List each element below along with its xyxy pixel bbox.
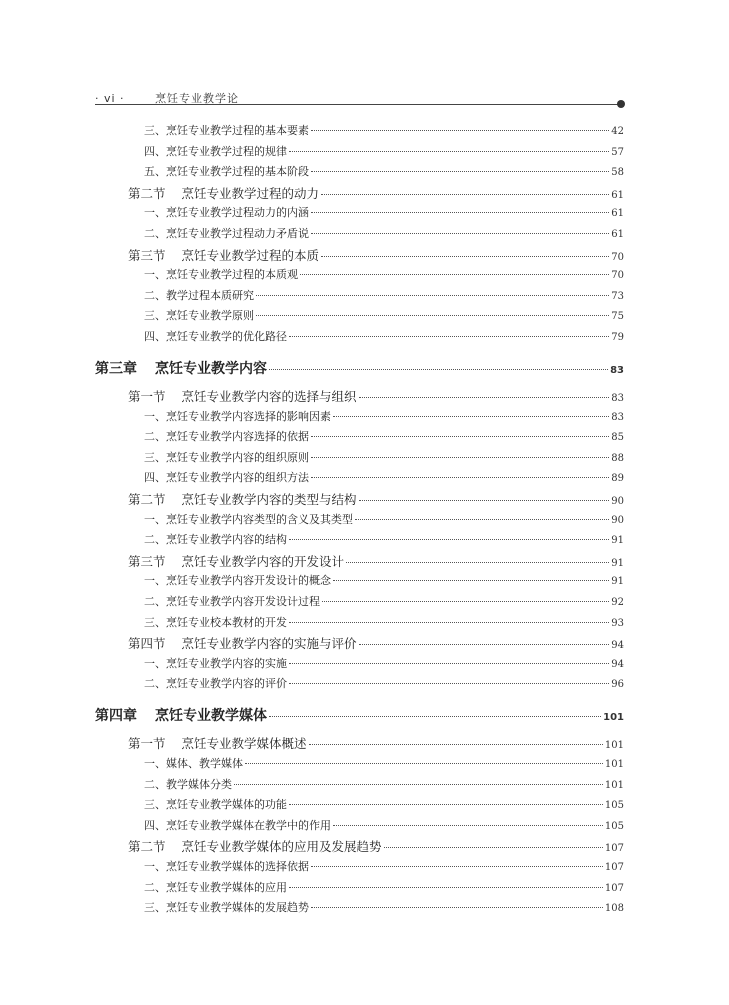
toc-entry-text: 烹饪专业教学过程的动力 [181, 185, 320, 201]
toc-section-entry[interactable] [128, 837, 624, 855]
toc-section-entry[interactable] [128, 552, 624, 570]
toc-item-entry[interactable] [144, 428, 624, 444]
toc-entry-page: 85 [611, 432, 624, 444]
toc-entry-text: 二、烹饪专业教学内容的评价 [144, 677, 287, 691]
dot-leader [333, 416, 609, 417]
dot-leader [311, 477, 609, 478]
toc-entry-title [128, 184, 319, 202]
toc-entry-page: 108 [604, 903, 624, 915]
toc-entry-page: 61 [611, 189, 624, 201]
dot-leader [289, 663, 609, 664]
dot-leader [234, 784, 603, 785]
toc-entry-text: 二、烹饪专业教学内容选择的依据 [144, 430, 309, 444]
toc-entry-text: 烹饪专业教学内容 [155, 361, 267, 377]
toc-entry-title [144, 817, 331, 833]
dot-leader [289, 887, 603, 888]
dot-leader [321, 256, 609, 257]
toc-entry-number: 第一节 [128, 389, 166, 404]
toc-entry-page: 83 [611, 393, 624, 404]
toc-entry-text: 一、烹饪专业教学内容开发设计的概念 [144, 574, 331, 588]
toc-entry-page: 83 [610, 365, 624, 376]
toc-item-entry[interactable] [144, 675, 624, 691]
dot-leader [311, 130, 609, 131]
toc-entry-title [144, 225, 309, 241]
dot-leader [333, 580, 609, 581]
toc-entry-text: 四、烹饪专业教学媒体在教学中的作用 [144, 818, 331, 832]
dot-leader [289, 539, 609, 540]
toc-item-entry[interactable] [144, 796, 624, 812]
toc-item-entry[interactable] [144, 307, 624, 323]
toc-entry-number: 第二节 [128, 185, 166, 201]
toc-item-entry[interactable] [144, 899, 624, 915]
toc-entry-title [128, 552, 344, 570]
dot-leader [289, 804, 603, 805]
toc-item-entry[interactable] [144, 287, 624, 303]
toc-entry-page: 79 [611, 332, 624, 343]
toc-entry-title [144, 511, 353, 527]
dot-leader [311, 171, 609, 172]
dot-leader [359, 644, 610, 645]
toc-entry-page: 89 [611, 473, 624, 485]
toc-entry-title [144, 879, 287, 895]
dot-leader [269, 369, 608, 370]
toc-entry-page: 42 [611, 126, 624, 137]
dot-leader [322, 601, 609, 602]
toc-entry-number: 第三节 [128, 553, 166, 569]
toc-entry-title [95, 358, 267, 378]
toc-entry-text: 三、烹饪专业教学媒体的发展趋势 [144, 901, 309, 915]
toc-item-entry[interactable] [144, 531, 624, 547]
toc-entry-number: 第三章 [95, 361, 137, 377]
toc-entry-text: 一、烹饪专业教学内容选择的影响因素 [144, 409, 331, 423]
toc-entry-title [128, 246, 319, 264]
dot-leader [256, 295, 609, 296]
toc-item-entry[interactable] [144, 225, 624, 241]
toc-entry-page: 101 [603, 712, 624, 724]
dot-leader [346, 562, 609, 563]
toc-entry-text: 三、烹饪专业教学原则 [144, 309, 254, 323]
toc-entry-text: 烹饪专业教学媒体的应用及发展趋势 [181, 839, 382, 855]
toc-entry-title [144, 449, 309, 465]
dot-leader [269, 716, 601, 717]
header-book-title: 烹饪专业教学论 [155, 92, 240, 105]
toc-item-entry[interactable] [144, 469, 624, 485]
toc-entry-number: 第一节 [128, 736, 166, 752]
dot-leader [384, 847, 603, 848]
dot-leader [289, 151, 609, 152]
toc-item-entry[interactable] [144, 858, 624, 874]
toc-entry-page: 61 [611, 208, 624, 220]
toc-entry-text: 二、烹饪专业教学过程动力矛盾说 [144, 227, 309, 240]
toc-entry-title [95, 705, 267, 725]
toc-item-entry[interactable] [144, 449, 624, 465]
dot-leader [311, 212, 609, 213]
dot-leader [311, 436, 609, 437]
toc-entry-page: 90 [611, 496, 624, 507]
toc-entry-text: 烹饪专业教学内容的开发设计 [181, 553, 345, 569]
toc-entry-title [144, 796, 287, 812]
toc-item-entry[interactable] [144, 163, 624, 179]
toc-entry-title [144, 675, 287, 691]
toc-entry-text: 三、烹饪专业教学内容的组织原则 [144, 450, 309, 464]
toc-entry-page: 57 [611, 146, 624, 158]
dot-leader [321, 194, 609, 195]
toc-entry-text: 烹饪专业教学过程的本质 [181, 247, 320, 263]
toc-entry-title [144, 614, 287, 630]
toc-chapter-entry[interactable] [95, 358, 624, 378]
toc-entry-text: 二、教学过程本质研究 [144, 288, 254, 302]
toc-item-entry[interactable] [144, 879, 624, 895]
toc-entry-text: 二、教学媒体分类 [144, 777, 232, 791]
toc-entry-number: 第二节 [128, 492, 166, 507]
toc-entry-title [128, 634, 357, 652]
dot-leader [300, 274, 609, 275]
toc-item-entry[interactable] [144, 143, 624, 159]
dot-leader [309, 744, 603, 745]
header-page-number: · vi · [95, 92, 125, 105]
toc-entry-text: 烹饪专业教学内容的选择与组织 [181, 389, 357, 404]
toc-entry-text: 四、烹饪专业教学的优化路径 [144, 330, 287, 343]
toc-entry-title [144, 287, 254, 303]
toc-entry-title [128, 837, 382, 855]
toc-entry-page: 75 [611, 311, 624, 323]
toc-entry-title [128, 387, 357, 405]
toc-entry-text: 一、烹饪专业教学内容的实施 [144, 656, 287, 670]
toc-entry-title [144, 266, 298, 282]
toc-item-entry[interactable] [144, 776, 624, 792]
toc-entry-page: 105 [604, 800, 624, 812]
dot-leader [311, 233, 609, 234]
toc-entry-page: 58 [611, 167, 624, 179]
toc-entry-title [144, 655, 287, 671]
dot-leader [289, 622, 609, 623]
dot-leader [355, 519, 609, 520]
toc-entry-page: 94 [611, 658, 624, 670]
toc-entry-page: 83 [611, 411, 624, 423]
toc-entry-page: 105 [604, 820, 624, 832]
dot-leader [311, 457, 609, 458]
dot-leader [289, 336, 609, 337]
toc-entry-page: 61 [611, 229, 624, 240]
toc-entry-text: 五、烹饪专业教学过程的基本阶段 [144, 165, 309, 179]
toc-entry-number: 第三节 [128, 247, 166, 263]
toc-entry-title [144, 755, 243, 771]
toc-entry-page: 107 [604, 882, 624, 894]
toc-entry-title [144, 858, 309, 874]
toc-entry-page: 93 [611, 617, 624, 629]
toc-entry-text: 四、烹饪专业教学内容的组织方法 [144, 471, 309, 485]
toc-entry-title [144, 122, 309, 138]
toc-item-entry[interactable] [144, 655, 624, 671]
toc-entry-page: 101 [604, 759, 624, 770]
toc-item-entry[interactable] [144, 572, 624, 588]
toc-entry-page: 107 [604, 862, 624, 873]
toc-entry-page: 91 [611, 576, 624, 588]
toc-entry-page: 101 [604, 740, 624, 752]
toc-entry-page: 90 [611, 514, 624, 526]
toc-entry-text: 烹饪专业教学内容的类型与结构 [181, 492, 357, 507]
toc-entry-page: 96 [611, 679, 624, 691]
dot-leader [359, 397, 610, 398]
toc-entry-title [144, 204, 309, 220]
toc-item-entry[interactable] [144, 614, 624, 630]
toc-entry-title [144, 899, 309, 915]
toc-entry-title [144, 428, 309, 444]
toc-section-entry[interactable] [128, 184, 624, 202]
dot-leader [311, 907, 603, 908]
toc-entry-page: 70 [611, 270, 624, 282]
toc-entry-number: 第二节 [128, 839, 166, 855]
toc-entry-page: 70 [611, 251, 624, 263]
dot-leader [289, 683, 609, 684]
dot-leader [245, 763, 603, 764]
toc-entry-page: 94 [611, 640, 624, 652]
toc-section-entry[interactable] [128, 490, 624, 508]
toc-entry-page: 92 [611, 597, 624, 608]
toc-entry-text: 二、烹饪专业教学内容的结构 [144, 533, 287, 547]
toc-entry-text: 一、烹饪专业教学过程动力的内涵 [144, 206, 309, 220]
toc-entry-title [144, 531, 287, 547]
toc-entry-page: 107 [604, 843, 624, 855]
toc-entry-text: 二、烹饪专业教学内容开发设计过程 [144, 595, 320, 608]
toc-entry-title [144, 143, 287, 159]
toc-entry-title [144, 776, 232, 792]
toc-section-entry[interactable] [128, 634, 624, 652]
toc-item-entry[interactable] [144, 817, 624, 833]
toc-entry-page: 88 [611, 452, 624, 464]
toc-item-entry[interactable] [144, 204, 624, 220]
toc-entry-page: 101 [604, 779, 624, 791]
toc-entry-page: 91 [611, 557, 624, 569]
toc-entry-page: 73 [611, 290, 624, 302]
toc-entry-text: 三、烹饪专业教学过程的基本要素 [144, 124, 309, 137]
toc-entry-text: 烹饪专业教学媒体 [155, 708, 267, 725]
toc-entry-title [144, 572, 331, 588]
toc-chapter-entry[interactable] [95, 705, 624, 725]
toc-entry-title [144, 469, 309, 485]
toc-entry-title [128, 734, 307, 752]
toc-entry-text: 一、烹饪专业教学媒体的选择依据 [144, 860, 309, 873]
toc-entry-title [144, 408, 331, 424]
toc-entry-text: 烹饪专业教学内容的实施与评价 [181, 636, 357, 652]
toc-entry-title [144, 163, 309, 179]
toc-section-entry[interactable] [128, 246, 624, 264]
toc-entry-number: 第四节 [128, 636, 166, 652]
toc-entry-page: 91 [611, 535, 624, 547]
toc-entry-text: 一、烹饪专业教学内容类型的含义及其类型 [144, 512, 353, 526]
toc-entry-text: 三、烹饪专业校本教材的开发 [144, 615, 287, 629]
toc-item-entry[interactable] [144, 755, 624, 771]
toc-item-entry[interactable] [144, 593, 624, 609]
toc-item-entry[interactable] [144, 328, 624, 344]
toc-entry-text: 四、烹饪专业教学过程的规律 [144, 144, 287, 158]
dot-leader [256, 315, 609, 316]
toc-entry-title [144, 593, 320, 609]
toc-section-entry[interactable] [128, 734, 624, 752]
dot-leader [333, 825, 603, 826]
toc-entry-number: 第四章 [95, 708, 137, 725]
toc-entry-text: 一、烹饪专业教学过程的本质观 [144, 268, 298, 282]
toc-entry-title [144, 328, 287, 344]
toc-entry-text: 烹饪专业教学媒体概述 [181, 736, 307, 752]
toc-item-entry[interactable] [144, 266, 624, 282]
toc-item-entry[interactable] [144, 122, 624, 138]
toc-item-entry[interactable] [144, 408, 624, 424]
dot-leader [311, 866, 603, 867]
dot-leader [359, 500, 610, 501]
toc-entry-title [128, 490, 357, 508]
toc-entry-title [144, 307, 254, 323]
toc-entry-text: 二、烹饪专业教学媒体的应用 [144, 880, 287, 894]
toc-section-entry[interactable] [128, 387, 624, 405]
toc-item-entry[interactable] [144, 511, 624, 527]
toc-entry-text: 一、媒体、教学媒体 [144, 757, 243, 770]
toc-entry-text: 三、烹饪专业教学媒体的功能 [144, 798, 287, 812]
